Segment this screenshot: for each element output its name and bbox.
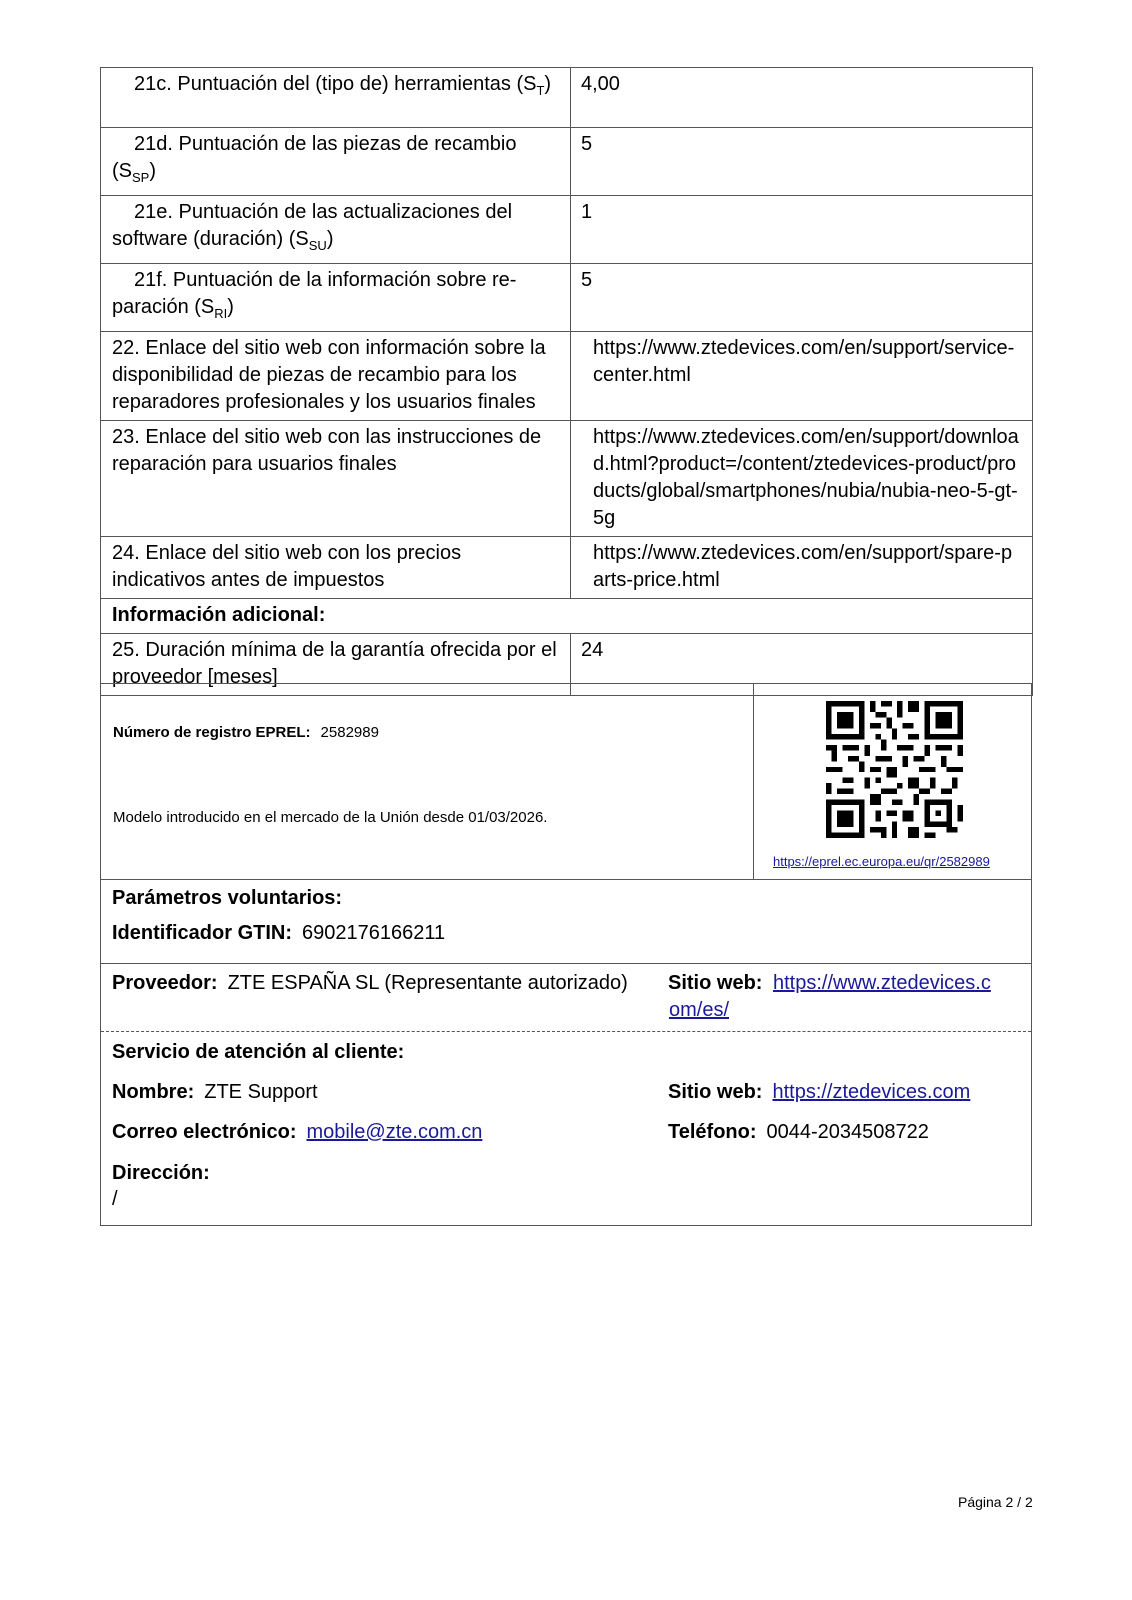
supplier-label: Proveedor: — [112, 972, 218, 994]
row-value: 4,00 — [571, 68, 1033, 128]
gtin-value: 6902176166211 — [302, 922, 446, 944]
table-row — [101, 128, 1033, 196]
supplier-section — [101, 964, 1031, 1032]
cs-address-value: / — [112, 1188, 118, 1210]
url-text: https://www.ztedevices.com/en/support/spare-parts-price.html — [593, 542, 1013, 591]
cs-email-label: Correo electrónico: — [112, 1121, 297, 1143]
cs-web-link[interactable]: https://ztedevices.com — [772, 1081, 971, 1103]
eprel-registration-label: Número de registro EPREL: — [113, 724, 311, 741]
model-market-date: Modelo introducido en el mercado de la Unión desde 01/03/2026. — [113, 809, 548, 826]
supplier-web-link-cont[interactable]: om/es/ — [669, 999, 730, 1021]
supplier-web-label: Sitio web: — [668, 972, 763, 994]
cs-phone-value: 0044-2034508722 — [766, 1121, 929, 1143]
row-value: 5 — [571, 264, 1033, 332]
table-section-header — [101, 599, 1033, 634]
eprel-qr-link[interactable]: https://eprel.ec.europa.eu/qr/2582989 — [773, 854, 990, 869]
product-info-table — [100, 67, 1033, 696]
table-row — [101, 421, 1033, 537]
cs-phone-line — [668, 1121, 929, 1144]
table-row — [101, 68, 1033, 128]
page-number: Página 2 / 2 — [958, 1494, 1033, 1510]
cs-name-line — [112, 1081, 318, 1104]
cs-address-label: Dirección: — [112, 1162, 210, 1184]
eprel-registration-number: 2582989 — [320, 724, 379, 741]
url-text: https://www.ztedevices.com/en/support/download.html?product=/content/ztedevices-product/products/global/smartphones/nubia/nubia-neo-5-gt-5g — [593, 426, 1019, 529]
eprel-info — [101, 684, 754, 879]
contact-box — [100, 879, 1032, 1226]
cs-name-label: Nombre: — [112, 1081, 195, 1103]
supplier-web-link[interactable]: https://www.ztedevices.c — [773, 972, 991, 994]
qr-code-icon[interactable] — [826, 701, 963, 838]
url-text: https://www.ztedevices.com/en/support/service-center.html — [593, 337, 1015, 386]
customer-service-title: Servicio de atención al cliente: — [112, 1041, 405, 1063]
row-value — [571, 537, 1033, 599]
section-header: Información adicional: — [101, 599, 1033, 634]
cs-email-link[interactable]: mobile@zte.com.cn — [306, 1121, 483, 1143]
row-label: 25. Duración mínima de la garantía ofrecida por el proveedor [meses] — [101, 634, 571, 696]
row-label: 21d. Puntuación de las piezas de recambio $(S_{SP})$ — [101, 128, 571, 196]
eprel-box — [100, 683, 1032, 880]
row-value — [571, 332, 1033, 421]
row-label: 21e. Puntuación de las actualizaciones del software (duración) $(S_{SU})$ — [101, 196, 571, 264]
row-label: 21c. Puntuación del (tipo de) herramientas $(S_T)$ — [101, 68, 571, 128]
row-label: 24. Enlace del sitio web con los precios indicativos antes de impuestos — [101, 537, 571, 599]
row-value — [571, 421, 1033, 537]
eprel-registration — [113, 724, 379, 741]
table-row — [101, 264, 1033, 332]
row-label: 21f. Puntuación de la información sobre re-paración $(S_{RI})$ — [101, 264, 571, 332]
cs-web-line — [668, 1081, 970, 1104]
cs-name-value: ZTE Support — [204, 1081, 318, 1103]
table-row — [101, 537, 1033, 599]
cs-phone-label: Teléfono: — [668, 1121, 757, 1143]
supplier-line — [112, 972, 628, 995]
row-label: 23. Enlace del sitio web con las instrucciones de reparación para usuarios finales — [101, 421, 571, 537]
gtin-line — [112, 922, 445, 945]
row-value: 5 — [571, 128, 1033, 196]
row-label: 22. Enlace del sitio web con información sobre la disponibilidad de piezas de recambio para los reparadores profesionales y los usuarios finales — [101, 332, 571, 421]
table-row — [101, 196, 1033, 264]
row-value: 1 — [571, 196, 1033, 264]
table-row — [101, 332, 1033, 421]
cs-email-line — [112, 1121, 482, 1144]
cs-web-label: Sitio web: — [668, 1081, 763, 1103]
voluntary-parameters-section — [101, 879, 1031, 964]
row-value: 24 — [571, 634, 1033, 696]
voluntary-title: Parámetros voluntarios: — [112, 887, 343, 909]
supplier-value: ZTE ESPAÑA SL (Representante autorizado) — [227, 972, 628, 994]
gtin-label: Identificador GTIN: — [112, 922, 292, 944]
